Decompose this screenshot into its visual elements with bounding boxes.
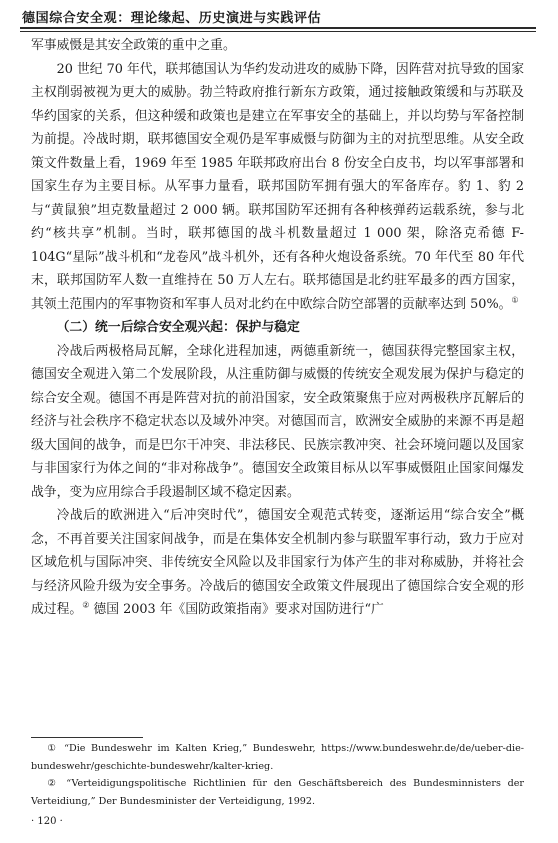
section-heading: （二）统一后综合安全观兴起：保护与稳定	[56, 320, 300, 335]
header-rule	[20, 27, 536, 29]
paragraph-2	[31, 58, 524, 317]
body-text	[31, 34, 524, 622]
header-rule-thin	[20, 31, 536, 32]
paragraph-4-text: 冷战后的欧洲进入“后冲突时代”，德国安全观范式转变，逐渐运用“综合安全”概念，不再首要关注国家间战争，而是在集体安全机制内参与联盟军事行动，致力于应对区域危机与国际冲突、非传统安全风险以及非国家行为体产生的非对称威胁，并将社会与经济风险升级为安全事务。冷战后的德国安全政策文件展现出了德国综合安全观的形成过程。	[31, 508, 524, 617]
footnote-1: ① “Die Bundeswehr im Kalten Krieg,” Bundeswehr, https://www.bundeswehr.de/de/ueber-die-bundeswehr/geschichte-bundeswehr/kalter-krieg.	[31, 743, 524, 772]
paragraph-3: 冷战后两极格局瓦解，全球化进程加速，两德重新统一，德国获得完整国家主权，德国安全观进入第二个发展阶段，从注重防御与威慑的传统安全观发展为保护与稳定的综合安全观。德国不再是阵营对抗的前沿国家，安全政策聚焦于应对两极秩序瓦解后的经济与社会秩序不稳定状态以及域外冲突。对德国而言，欧洲安全威胁的来源不再是超级大国间的战争，而是巴尔干冲突、非法移民、民族宗教冲突、社会环境问题以及国家与非国家行为体之间的“非对称战争”。德国安全政策目标从以军事威慑阻止国家间爆发战争，变为应用综合手段遏制区域不稳定因素。	[31, 343, 524, 500]
paragraph-1: 军事威慑是其安全政策的重中之重。	[31, 38, 236, 53]
footnote-ref-2: ②	[82, 600, 90, 610]
footnote-ref-1: ①	[511, 295, 519, 305]
paragraph-4	[31, 504, 524, 622]
page-number: · 120 ·	[31, 816, 63, 827]
paragraph-4-continuation: 德国 2003 年《国防政策指南》要求对国防进行“广	[89, 602, 384, 617]
footnote-rule	[31, 737, 143, 738]
footnotes	[31, 740, 524, 810]
running-header: 德国综合安全观：理论缘起、历史演进与实践评估	[22, 11, 322, 26]
paragraph-2-text: 20 世纪 70 年代，联邦德国认为华约发动进攻的威胁下降，因阵营对抗导致的国家主权削弱被视为更大的威胁。勃兰特政府推行新东方政策，通过接触政策缓和与苏联及华约国家的关系，但这种缓和政策也是建立在军事安全的基础上，并以均势与军备控制为前提。冷战时期，联邦德国安全观仍是军事威慑与防御为主的对抗型思维。从安全政策文件数量上看，1969 年至 1985 年联邦政府出台 8 份安全白皮书，均以军事部署和国家生存为主要目标。从军事力量看，联邦国防军拥有强大的军备库存。豹 1、豹 2 与“黄鼠狼”坦克数量超过 2 000 辆。联邦国防军还拥有各种核弹药运载系统，参与北约“核共享”机制。当时，联邦德国的战斗机数量超过 1 000 架，除洛克希德 F-104G“星际”战斗机和“龙卷风”战斗机外，还有各种火炮设备系统。70 年代至 80 年代末，联邦国防军人数一直维持在 50 万人左右。联邦德国是北约驻军最多的西方国家，其领土范围内的军事物资和军事人员对北约在中欧综合防空部署的贡献率达到 50%。	[31, 61, 524, 312]
footnote-2: ② “Verteidigungspolitische Richtlinien für den Geschäftsbereich des Bundesminnisters der Verteidiung,” Der Bundesminister der Verteidigung, 1992.	[31, 778, 524, 807]
